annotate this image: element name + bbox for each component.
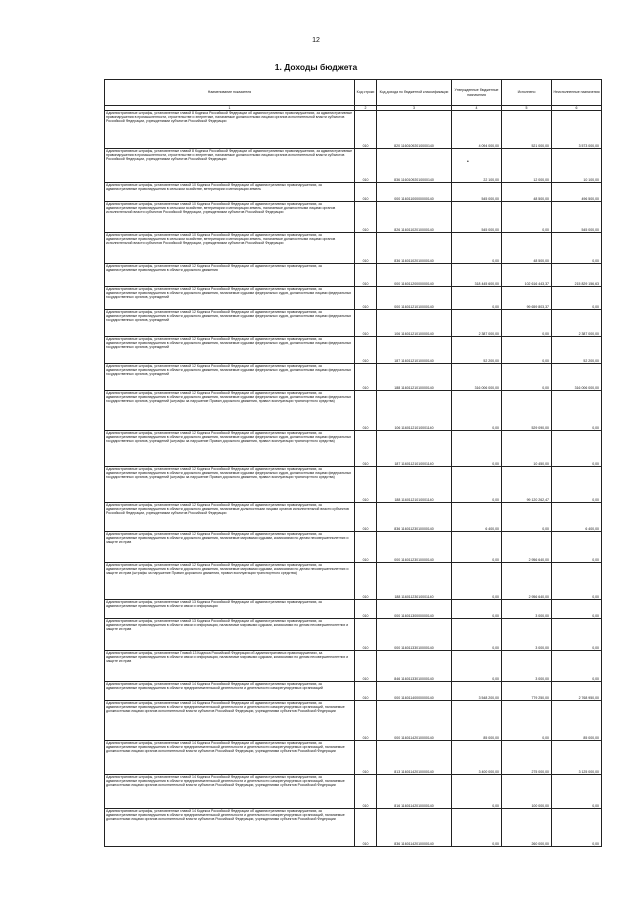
table-row (105, 775, 602, 809)
row-line-code: 010 (355, 809, 377, 847)
row-approved: 318 445 600,00 (452, 264, 502, 287)
row-budget-code: 836 11601123010000140 (377, 503, 452, 532)
column-number: 5 (502, 106, 552, 111)
row-name: Административные штрафы, установленные главой 12 Кодекса Российской Федерации об административных правонарушениях, за административные правонарушения в области дорожного движения, налагаемые должностными лицами органов исполнительной власти субъектов Российской Федерации, учреждениями субъектов Российской Федерации (105, 503, 355, 532)
row-executed: 3 000,00 (502, 651, 552, 682)
row-executed: 10 450,00 (502, 431, 552, 467)
row-name: Административные штрафы, установленные главой 12 Кодекса Российской Федерации об административных правонарушениях, за административные правонарушения в области дорожного движения, налагаемые судьями федеральных судов, должностными лицами федеральных государственных органов, учреждений (105, 364, 355, 391)
row-executed: 100 000,00 (502, 775, 552, 809)
row-remaining: 0,00 (552, 563, 602, 600)
table-row (105, 183, 602, 202)
row-name: Административные штрафы, установленные главой 12 Кодекса Российской Федерации об административных правонарушениях, за административные правонарушения в области дорожного движения, налагаемые судьями федеральных судов, должностными лицами федеральных государственных органов, учреждений (штрафы за нарушение Правил дорожного движения, правил эксплуатации транспортного средства) (105, 467, 355, 503)
table-row (105, 619, 602, 651)
row-remaining: 0,00 (552, 600, 602, 619)
row-budget-code: 187 11601121010001140 (377, 431, 452, 467)
row-name: Административные штрафы, установленные главой 14 Кодекса Российской Федерации об административных правонарушениях, за административные правонарушения в области предпринимательской деятельности и деятельности саморегулируемых организаций, налагаемые должностными лицами органов исполнительной власти субъектов Российской Федерации, учреждениями субъектов Российской Федерации (105, 701, 355, 741)
row-name: Административные штрафы, установленные главой 12 Кодекса Российской Федерации об административных правонарушениях, за административные правонарушения в области дорожного движения, налагаемые судьями федеральных судов, должностными лицами федеральных государственных органов, учреждений (105, 287, 355, 310)
header-budget-code: Код дохода по бюджетной классификации (377, 80, 452, 106)
row-approved: 52 200,00 (452, 337, 502, 364)
row-executed: 0,00 (502, 701, 552, 741)
row-budget-code: 188 11601121010001140 (377, 467, 452, 503)
row-approved: 0,00 (452, 651, 502, 682)
row-line-code: 010 (355, 264, 377, 287)
row-executed: 0,00 (502, 337, 552, 364)
row-name: Административные штрафы, установленные главой 14 Кодекса Российской Федерации об административных правонарушениях, за административные правонарушения в области предпринимательской деятельности и деятельности саморегулируемых организаций (105, 682, 355, 701)
row-line-code: 010 (355, 651, 377, 682)
stray-mark: • (467, 159, 469, 165)
column-number: 2 (355, 106, 377, 111)
row-line-code: 010 (355, 391, 377, 431)
row-line-code: 010 (355, 701, 377, 741)
row-remaining: 496 500,00 (552, 183, 602, 202)
row-approved: 0,00 (452, 619, 502, 651)
table-row (105, 431, 602, 467)
row-budget-code: 813 11601142010000140 (377, 741, 452, 775)
row-remaining: 0,00 (552, 619, 602, 651)
row-name: Административные штрафы, установленные главой 12 Кодекса Российской Федерации об административных правонарушениях, за административные правонарушения в области дорожного движения, налагаемые судьями федеральных судов, должностными лицами федеральных государственных органов, учреждений (штрафы за нарушение Правил дорожного движения, правил эксплуатации транспортного средства) (105, 431, 355, 467)
row-budget-code: 836 11601102010000140 (377, 233, 452, 264)
page-number: 12 (312, 37, 320, 44)
page-title: 1. Доходы бюджета (274, 62, 358, 72)
table-row (105, 503, 602, 532)
revenue-table (104, 79, 602, 847)
row-approved: 545 000,00 (452, 202, 502, 233)
row-line-code: 010 (355, 337, 377, 364)
row-executed: 275 000,00 (502, 741, 552, 775)
table-row (105, 287, 602, 310)
row-executed: 2 956 640,00 (502, 563, 552, 600)
row-line-code: 010 (355, 310, 377, 337)
row-budget-code: 816 11601142010000140 (377, 775, 452, 809)
row-approved: 3 548 200,00 (452, 682, 502, 701)
column-number: 4 (452, 106, 502, 111)
row-executed: 48 500,00 (502, 233, 552, 264)
table-row (105, 600, 602, 619)
row-remaining: 3 125 000,00 (552, 741, 602, 775)
row-line-code: 010 (355, 532, 377, 563)
row-name: Административные штрафы, установленные Главой 13 Кодекса Российской Федерации об административных правонарушениях, за административные правонарушения в области связи и информации, налагаемые мировыми судьями, комиссиями по делам несовершеннолетних и защите их прав (105, 651, 355, 682)
row-budget-code: 000 11601121010000140 (377, 287, 452, 310)
table-row (105, 391, 602, 431)
row-name: Административные штрафы, установленные главой 8 Кодекса Российской Федерации об административных правонарушениях, за административные правонарушения в промышленности, строительстве и энергетике, налагаемые должностными лицами органов исполнительной власти субъектов Российской Федерации, учреждениями субъектов Российской Федерации (105, 111, 355, 149)
header-approved: Утвержденные бюджетные назначения (452, 80, 502, 106)
row-approved: 85 000,00 (452, 701, 502, 741)
row-approved: 0,00 (452, 467, 502, 503)
row-approved: 0,00 (452, 431, 502, 467)
row-remaining: 0,00 (552, 809, 602, 847)
row-remaining: 0,00 (552, 431, 602, 467)
row-executed: 102 616 443,37 (502, 264, 552, 287)
row-approved: 0,00 (452, 233, 502, 264)
table-row (105, 467, 602, 503)
row-budget-code: 820 11601092010000140 (377, 111, 452, 149)
row-line-code: 010 (355, 183, 377, 202)
column-number: 1 (105, 106, 355, 111)
table-row (105, 682, 602, 701)
row-executed: 0,00 (502, 310, 552, 337)
row-remaining: 545 000,00 (552, 202, 602, 233)
row-name: Административные штрафы, установленные главой 12 Кодекса Российской Федерации об административных правонарушениях, за административные правонарушения в области дорожного движения, налагаемые судьями федеральных судов, должностными лицами федеральных государственных органов, учреждений (105, 310, 355, 337)
row-remaining: 52 200,00 (552, 337, 602, 364)
row-remaining: 0,00 (552, 651, 602, 682)
row-executed: 779 250,00 (502, 682, 552, 701)
row-name: Административные штрафы, установленные главой 10 Кодекса Российской Федерации об административных правонарушениях, за административные правонарушения в сельском хозяйстве, ветеринарии и мелиорации земель (105, 183, 355, 202)
table-row (105, 563, 602, 600)
row-executed: 3 000,00 (502, 600, 552, 619)
row-name: Административные штрафы, установленные главой 12 Кодекса Российской Федерации об административных правонарушениях, за административные правонарушения в области дорожного движения, налагаемые судьями федеральных судов, должностными лицами федеральных государственных органов, учреждений (штрафы за нарушение Правил дорожного движения, правил эксплуатации транспортного средства) (105, 391, 355, 431)
row-executed: 99 659 803,37 (502, 287, 552, 310)
row-executed: 529 090,00 (502, 391, 552, 431)
row-executed: 3 000,00 (502, 619, 552, 651)
row-approved: 0,00 (452, 532, 502, 563)
row-name: Административные штрафы, установленные главой 10 Кодекса Российской Федерации об административных правонарушениях, за административные правонарушения в сельском хозяйстве, ветеринарии и мелиорации земель, налагаемые должностными лицами органов исполнительной власти субъектов Российской Федерации, учреждениями субъектов Российской Федерации (105, 233, 355, 264)
row-remaining: 0,00 (552, 532, 602, 563)
table-header-row (105, 80, 602, 106)
row-remaining: 85 000,00 (552, 701, 602, 741)
row-budget-code: 000 11601133010000140 (377, 619, 452, 651)
table-row (105, 337, 602, 364)
row-executed: 521 000,00 (502, 111, 552, 149)
row-approved: 3 400 000,00 (452, 741, 502, 775)
row-name: Административные штрафы, установленные главой 14 Кодекса Российской Федерации об административных правонарушениях, за административные правонарушения в области предпринимательской деятельности и деятельности саморегулируемых организаций, налагаемые должностными лицами органов исполнительной власти субъектов Российской Федерации, учреждениями субъектов Российской Федерации (105, 809, 355, 847)
row-executed: 48 500,00 (502, 183, 552, 202)
row-line-code: 010 (355, 682, 377, 701)
row-approved: 22 100,00 (452, 149, 502, 183)
row-budget-code: 000 11601123010000140 (377, 532, 452, 563)
row-remaining: 0,00 (552, 391, 602, 431)
row-executed: 12 000,00 (502, 149, 552, 183)
table-row (105, 701, 602, 741)
row-approved: 316 006 000,00 (452, 364, 502, 391)
table-row (105, 651, 602, 682)
row-approved: 2 387 000,00 (452, 310, 502, 337)
table-row (105, 741, 602, 775)
table-row (105, 809, 602, 847)
row-budget-code: 188 11601121010000140 (377, 364, 452, 391)
row-line-code: 010 (355, 364, 377, 391)
row-budget-code: 000 11601142010000140 (377, 701, 452, 741)
row-name: Административные штрафы, установленные главой 13 Кодекса Российской Федерации об административных правонарушениях, за административные правонарушения в области связи и информации (105, 600, 355, 619)
row-executed: 260 000,00 (502, 809, 552, 847)
row-approved: 0,00 (452, 809, 502, 847)
row-remaining: 215 829 156,63 (552, 264, 602, 287)
table-row (105, 310, 602, 337)
row-name: Административные штрафы, установленные главой 12 Кодекса Российской Федерации об административных правонарушениях, за административные правонарушения в области дорожного движения (105, 264, 355, 287)
header-executed: Исполнено (502, 80, 552, 106)
row-budget-code: 187 11601121010000140 (377, 337, 452, 364)
row-line-code: 010 (355, 111, 377, 149)
row-approved: 6 400,00 (452, 503, 502, 532)
row-executed: 0,00 (502, 202, 552, 233)
row-remaining: 0,00 (552, 775, 602, 809)
row-line-code: 010 (355, 563, 377, 600)
row-executed: 99 120 262,47 (502, 467, 552, 503)
row-approved: 0,00 (452, 391, 502, 431)
table-row (105, 202, 602, 233)
row-name: Административные штрафы, установленные главой 13 Кодекса Российской Федерации об административных правонарушениях, за административные правонарушения в области связи и информации, налагаемые мировыми судьями, комиссиями по делам несовершеннолетних и защите их прав (105, 619, 355, 651)
row-budget-code: 000 11601130000000140 (377, 600, 452, 619)
row-budget-code: 836 11601092010000140 (377, 149, 452, 183)
row-line-code: 010 (355, 741, 377, 775)
row-approved: 0,00 (452, 600, 502, 619)
row-line-code: 010 (355, 600, 377, 619)
row-name: Административные штрафы, установленные главой 12 Кодекса Российской Федерации об административных правонарушениях, за административные правонарушения в области дорожного движения, налагаемые мировыми судьями, комиссиями по делам несовершеннолетних и защите их прав (105, 532, 355, 563)
row-remaining: 316 006 000,00 (552, 364, 602, 391)
row-remaining: 2 387 000,00 (552, 310, 602, 337)
row-line-code: 010 (355, 202, 377, 233)
table-row (105, 111, 602, 149)
row-name: Административные штрафы, установленные главой 14 Кодекса Российской Федерации об административных правонарушениях, за административные правонарушения в области предпринимательской деятельности и деятельности саморегулируемых организаций, налагаемые должностными лицами органов исполнительной власти субъектов Российской Федерации, учреждениями субъектов Российской Федерации (105, 775, 355, 809)
row-line-code: 010 (355, 503, 377, 532)
row-executed: 0,00 (502, 364, 552, 391)
table-row (105, 532, 602, 563)
row-line-code: 010 (355, 431, 377, 467)
row-remaining: 6 400,00 (552, 503, 602, 532)
row-name: Административные штрафы, установленные главой 12 Кодекса Российской Федерации об административных правонарушениях, за административные правонарушения в области дорожного движения, налагаемые судьями федеральных судов, должностными лицами федеральных государственных органов, учреждений (105, 337, 355, 364)
row-budget-code: 106 11601121010001140 (377, 391, 452, 431)
row-remaining: 3 573 000,00 (552, 111, 602, 149)
header-remaining: Неисполненные назначения (552, 80, 602, 106)
column-number: 6 (552, 106, 602, 111)
row-remaining: 2 768 950,00 (552, 682, 602, 701)
row-executed: 2 956 640,00 (502, 532, 552, 563)
row-budget-code: 000 11601140000000140 (377, 682, 452, 701)
table-row (105, 149, 602, 183)
row-remaining: 10 100,00 (552, 149, 602, 183)
row-executed: 0,00 (502, 503, 552, 532)
row-approved: 545 000,00 (452, 183, 502, 202)
row-budget-code: 000 11601100000000140 (377, 183, 452, 202)
row-remaining: 0,00 (552, 467, 602, 503)
row-budget-code: 106 11601121010000140 (377, 310, 452, 337)
row-line-code: 010 (355, 233, 377, 264)
table-row (105, 364, 602, 391)
row-line-code: 010 (355, 775, 377, 809)
row-line-code: 010 (355, 149, 377, 183)
row-name: Административные штрафы, установленные главой 14 Кодекса Российской Федерации об административных правонарушениях, за административные правонарушения в области предпринимательской деятельности и деятельности саморегулируемых организаций, налагаемые должностными лицами органов исполнительной власти субъектов Российской Федерации, учреждениями субъектов Российской Федерации (105, 741, 355, 775)
row-approved: 0,00 (452, 775, 502, 809)
row-line-code: 010 (355, 619, 377, 651)
row-budget-code: 846 11601133010000140 (377, 651, 452, 682)
row-budget-code: 836 11601142010000140 (377, 809, 452, 847)
row-name: Административные штрафы, установленные главой 10 Кодекса Российской Федерации об административных правонарушениях, за административные правонарушения в сельском хозяйстве, ветеринарии и мелиорации земель, налагаемые должностными лицами органов исполнительной власти субъектов Российской Федерации, учреждениями субъектов Российской Федерации (105, 202, 355, 233)
header-name: Наименование показателя (105, 80, 355, 106)
row-budget-code: 188 11601123010001140 (377, 563, 452, 600)
row-name: Административные штрафы, установленные главой 8 Кодекса Российской Федерации об административных правонарушениях, за административные правонарушения в промышленности, строительстве и энергетике, налагаемые должностными лицами органов исполнительной власти субъектов Российской Федерации, учреждениями субъектов Российской Федерации (105, 149, 355, 183)
row-line-code: 010 (355, 467, 377, 503)
column-number: 3 (377, 106, 452, 111)
row-remaining: 0,00 (552, 287, 602, 310)
row-budget-code: 826 11601102010000140 (377, 202, 452, 233)
table-row (105, 233, 602, 264)
row-budget-code: 000 11601120000000140 (377, 264, 452, 287)
row-approved: 4 094 000,00 (452, 111, 502, 149)
row-approved: 0,00 (452, 563, 502, 600)
table-row (105, 264, 602, 287)
header-line-code: Код строки (355, 80, 377, 106)
row-name: Административные штрафы, установленные главой 12 Кодекса Российской Федерации об административных правонарушениях, за административные правонарушения в области дорожного движения, налагаемые мировыми судьями, комиссиями по делам несовершеннолетних и защите их прав (штрафы за нарушение Правил дорожного движения, правил эксплуатации транспортного средства) (105, 563, 355, 600)
row-approved: 0,00 (452, 287, 502, 310)
row-remaining: 0,00 (552, 233, 602, 264)
row-line-code: 010 (355, 287, 377, 310)
